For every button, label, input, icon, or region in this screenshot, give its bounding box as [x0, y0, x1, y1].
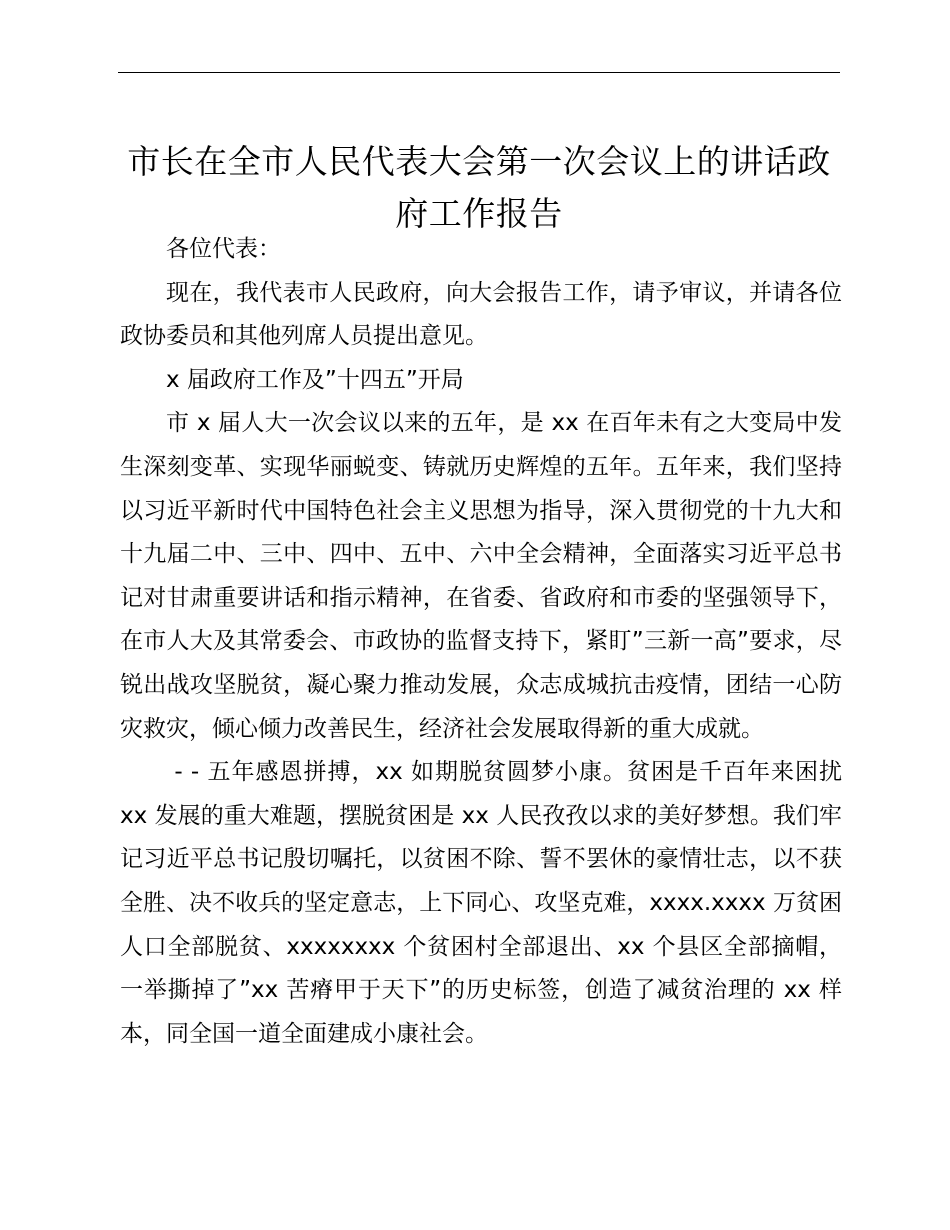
- section-heading: x 届政府工作及”十四五”开局: [166, 366, 464, 393]
- opening-paragraph: 现在，我代表市人民政府，向大会报告工作，请予审议，并请各位政协委员和其他列席人员提出意见。: [120, 279, 842, 350]
- document-title: 市长在全市人民代表大会第一次会议上的讲话政府工作报告: [127, 142, 831, 233]
- salutation: 各位代表：: [166, 236, 281, 262]
- review-paragraph: 市 x 届人大一次会议以来的五年，是 xx 在百年未有之大变局中发生深刻变革、实现华丽蜕变、铸就历史辉煌的五年。五年来，我们坚持以习近平新时代中国特色社会主义思想为指导，深入贯彻党的十九大和十九届二中、三中、四中、五中、六中全会精神，全面落实习近平总书记对甘肃重要讲话和指示精神，在省委、省政府和市委的坚强领导下，在市人大及其常委会、市政协的监督支持下，紧盯”三新一高”要求，尽锐出战攻坚脱贫，凝心聚力推动发展，众志成城抗击疫情，团结一心防灾救灾，倾心倾力改善民生，经济社会发展取得新的重大成就。: [120, 410, 842, 742]
- document-body: [120, 228, 850, 1056]
- poverty-paragraph: - - 五年感恩拼搏，xx 如期脱贫圆梦小康。贫困是千百年来困扰 xx 发展的重大难题，摆脱贫困是 xx 人民孜孜以求的美好梦想。我们牢记习近平总书记殷切嘱托，以贫困不除、誓不罢休的豪情壮志，以不获全胜、决不收兵的坚定意志，上下同心、攻坚克难，xxxx.xxxx 万贫困人口全部脱贫、xxxxxxxx 个贫困村全部退出、xx 个县区全部摘帽，一举撕掉了”xx 苦瘠甲于天下”的历史标签，创造了减贫治理的 xx 样本，同全国一道全面建成小康社会。: [120, 759, 850, 1047]
- header-rule: [118, 72, 840, 73]
